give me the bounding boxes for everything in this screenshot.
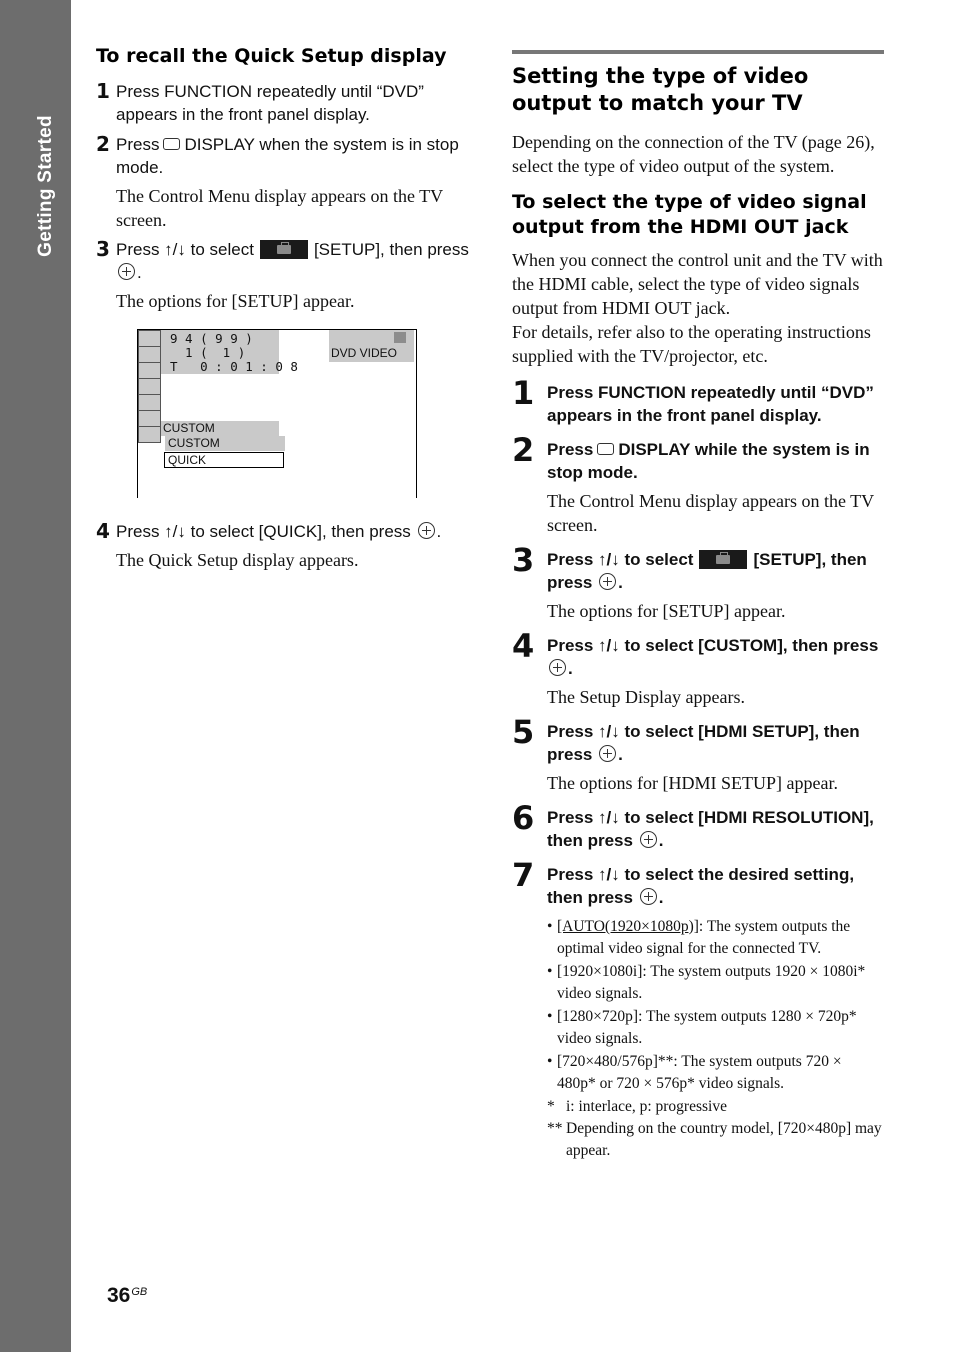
step-result: The options for [SETUP] appear.	[547, 601, 786, 621]
hdmi-sub-heading: To select the type of video signal output from the HDMI OUT jack	[512, 191, 867, 238]
enter-button-icon	[118, 263, 135, 280]
step-number: 7	[512, 856, 535, 894]
menu-icon	[138, 330, 161, 347]
step-text-end: .	[658, 888, 664, 907]
right-step-6	[512, 799, 884, 852]
right-step-4	[512, 627, 884, 709]
bullet-dot: •	[547, 1008, 553, 1025]
step-text-pre: Press ↑/↓ to select the desired setting, then press	[547, 865, 855, 907]
step-result: The Setup Display appears.	[547, 687, 745, 707]
option-desc: : The system outputs 720 × 480p* or 720 × 576p* video signals.	[557, 1053, 842, 1092]
left-step-1	[96, 80, 476, 126]
setup-toolbox-icon	[699, 550, 747, 569]
enter-button-icon	[599, 573, 616, 590]
step-text	[547, 634, 884, 680]
step-number: 1	[96, 79, 110, 103]
step-number: 2	[512, 431, 535, 469]
hdmi-intro: When you connect the control unit and the TV with the HDMI cable, select the type of video signals output from HDMI OUT jack.	[512, 250, 883, 318]
disc-type-label: DVD VIDEO	[331, 346, 398, 360]
step-number: 3	[512, 541, 535, 579]
menu-icon	[138, 395, 161, 411]
step-text-post: DISPLAY while the system is in stop mode.	[547, 440, 870, 482]
left-column	[96, 44, 476, 572]
section-title: Setting the type of video output to match your TV	[512, 64, 809, 115]
info-line: 1 ( 1 )	[170, 345, 246, 360]
section-rule	[512, 50, 884, 54]
step-text	[547, 806, 884, 852]
playback-info	[161, 330, 298, 374]
list-item	[547, 916, 884, 960]
option-quick-selected: QUICK	[164, 452, 284, 468]
step-text-pre: Press	[547, 440, 594, 459]
step-result: The Control Menu display appears on the TV screen.	[116, 186, 443, 230]
right-step-3	[512, 541, 884, 623]
display-button-icon	[597, 443, 614, 455]
step-text-post: [SETUP], then press	[547, 550, 867, 592]
step-number: 2	[96, 132, 110, 156]
step-result: The options for [HDMI SETUP] appear.	[547, 773, 838, 793]
right-step-5	[512, 713, 884, 795]
step-number: 6	[512, 799, 535, 837]
option-desc: : The system outputs 1280 × 720p* video signals.	[557, 1008, 857, 1047]
control-menu-screen	[137, 329, 417, 498]
setup-toolbox-icon	[260, 240, 308, 259]
step-number: 1	[512, 374, 535, 412]
page-number	[107, 1284, 147, 1308]
step-result: The Control Menu display appears on the TV screen.	[547, 491, 874, 535]
footnote	[547, 1096, 884, 1118]
step-text	[547, 438, 884, 484]
step-text-pre: Press ↑/↓ to select [QUICK], then press	[116, 522, 411, 541]
info-line: T 0 : 0 1 : 0 8	[170, 359, 298, 374]
step-text-end: .	[618, 745, 623, 764]
step-number: 3	[96, 237, 110, 261]
left-step-3	[96, 238, 476, 498]
section-intro: Depending on the connection of the TV (page 26), select the type of video output of the system.	[512, 132, 875, 176]
resolution-options	[547, 916, 884, 1095]
left-step-4	[96, 520, 476, 572]
menu-icon	[138, 363, 161, 379]
control-menu-icons	[138, 330, 160, 443]
menu-icon	[138, 427, 161, 443]
list-item	[547, 1051, 884, 1095]
enter-button-icon	[599, 745, 616, 762]
option-desc: : The system outputs 1920 × 1080i* video signals.	[557, 963, 866, 1002]
step-text-pre: Press ↑/↓ to select	[116, 240, 254, 259]
menu-icon	[138, 379, 161, 395]
step-text-pre: Press ↑/↓ to select [HDMI RESOLUTION], then press	[547, 808, 874, 850]
right-column	[512, 50, 884, 1162]
step-text	[116, 133, 476, 179]
bullet-dot: •	[547, 918, 553, 935]
list-item	[547, 961, 884, 1005]
option-name: [1280×720p]	[557, 1008, 639, 1025]
option-name-default: [AUTO(1920×1080p)]	[557, 918, 699, 935]
step-text-end: .	[137, 263, 142, 282]
recall-heading: To recall the Quick Setup display	[96, 45, 447, 67]
step-text-end: .	[436, 522, 442, 541]
step-text-post: DISPLAY when the system is in stop mode.	[116, 135, 459, 177]
bullet-dot: •	[547, 963, 553, 980]
footnote-text: Depending on the country model, [720×480p] may appear.	[566, 1120, 882, 1159]
info-line: 9 4 ( 9 9 )	[170, 331, 253, 346]
page-number-suffix: GB	[131, 1286, 148, 1298]
step-text: Press FUNCTION repeatedly until “DVD” appears in the front panel display.	[547, 383, 874, 425]
footnote-mark: *	[547, 1098, 555, 1115]
step-text-post: [SETUP], then press	[313, 240, 469, 259]
list-item	[547, 1006, 884, 1050]
step-number: 5	[512, 713, 535, 751]
right-step-7	[512, 856, 884, 1162]
step-number: 4	[512, 627, 535, 665]
step-text	[116, 238, 476, 284]
step-result: The options for [SETUP] appear.	[116, 291, 355, 311]
enter-button-icon	[640, 888, 657, 905]
step-text-pre: Press ↑/↓ to select	[547, 550, 694, 569]
step-text-pre: Press ↑/↓ to select [HDMI SETUP], then press	[547, 722, 860, 764]
option-desc: : The system outputs the optimal video signal for the connected TV.	[557, 918, 851, 957]
footnote	[547, 1118, 884, 1162]
step-text-end: .	[618, 573, 623, 592]
current-option: CUSTOM	[161, 421, 279, 436]
step-text-pre: Press ↑/↓ to select [CUSTOM], then press	[547, 636, 879, 655]
menu-icon	[138, 411, 161, 427]
enter-button-icon	[640, 831, 657, 848]
step-text	[547, 548, 884, 594]
step-text: Press FUNCTION repeatedly until “DVD” appears in the front panel display.	[116, 82, 424, 124]
footnote-text: i: interlace, p: progressive	[566, 1098, 727, 1115]
step-text-end: .	[568, 659, 573, 678]
section-label: Getting Started	[35, 115, 56, 257]
step-number: 4	[96, 519, 110, 543]
display-button-icon	[163, 138, 180, 150]
section-sidebar	[0, 0, 71, 1352]
page-number-value: 36	[107, 1284, 131, 1307]
left-step-2	[96, 133, 476, 232]
step-text	[547, 863, 884, 909]
bullet-dot: •	[547, 1053, 553, 1070]
step-text	[116, 520, 476, 543]
right-step-2	[512, 431, 884, 537]
enter-button-icon	[549, 659, 566, 676]
step-text	[547, 720, 884, 766]
menu-icon	[138, 347, 161, 363]
step-text-pre: Press	[116, 135, 160, 154]
footnote-mark: **	[547, 1120, 563, 1137]
step-result: The Quick Setup display appears.	[116, 550, 359, 570]
step-text-end: .	[658, 831, 664, 850]
status-square-icon	[394, 332, 406, 343]
option-name: [1920×1080i]	[557, 963, 643, 980]
option-custom: CUSTOM	[165, 436, 285, 451]
right-step-1	[512, 374, 884, 427]
hdmi-intro-details: For details, refer also to the operating instructions supplied with the TV/projector, etc.	[512, 322, 871, 366]
disc-type-box	[329, 330, 414, 362]
option-name: [720×480/576p]**	[557, 1053, 674, 1070]
enter-button-icon	[418, 522, 435, 539]
